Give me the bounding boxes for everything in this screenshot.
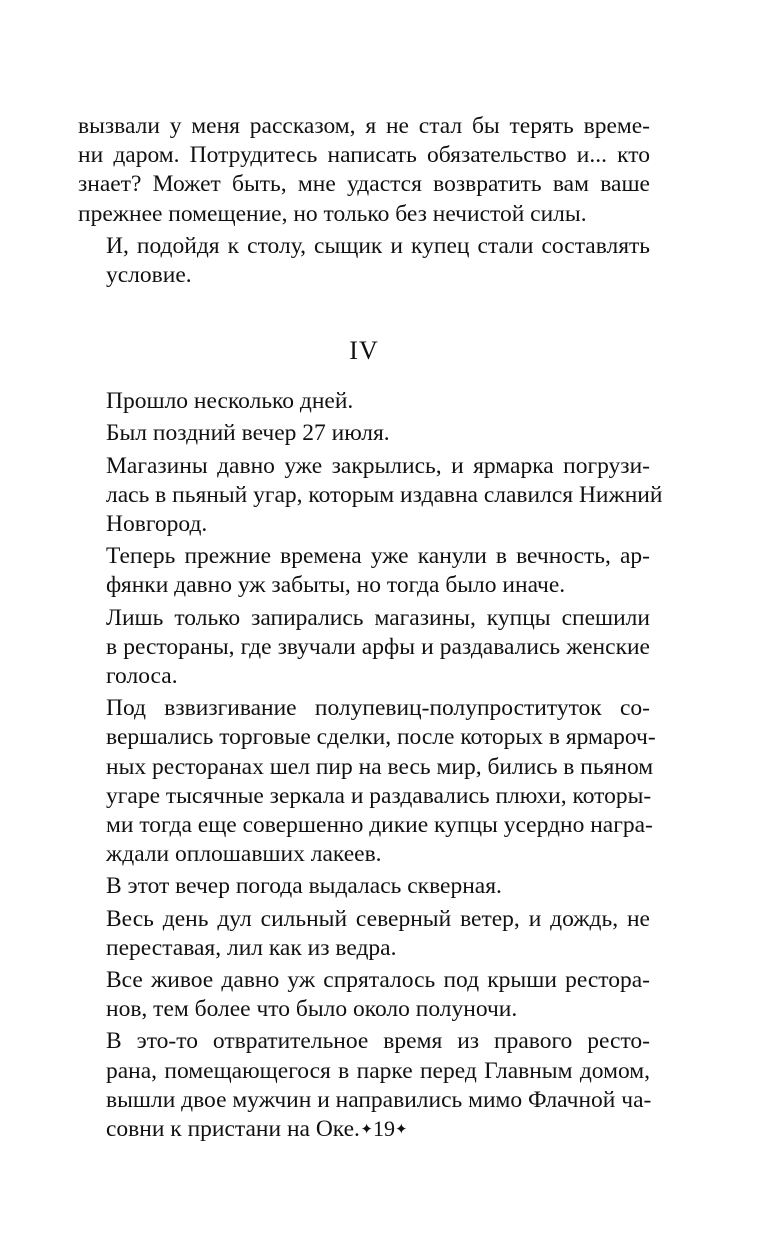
paragraph: [78, 604, 650, 692]
ornament-left-icon: ✦: [360, 1122, 373, 1138]
text-before-chapter: [78, 112, 650, 290]
text-line: вершались торговые сделки, после которых в ярмароч-: [106, 724, 656, 751]
paragraph: [78, 966, 650, 1024]
text-line: Был поздний вечер 27 июля.: [106, 420, 390, 447]
text-line: Новгород.: [106, 511, 208, 538]
paragraph: [78, 452, 663, 540]
paragraph: [78, 872, 650, 901]
paragraph: [78, 387, 650, 416]
text-line: ных ресторанах шел пир на весь мир, бились в пьяном: [106, 753, 654, 780]
page-number: 19: [373, 1116, 395, 1141]
text-line: знает? Может быть, мне удастся возвратить вам ваше: [78, 171, 650, 198]
text-line: голоса.: [106, 663, 178, 690]
text-line: Лишь только запирались магазины, купцы спешили: [106, 604, 650, 631]
text-line: переставая, лил как из ведра.: [106, 934, 397, 961]
text-line: ми тогда еще совершенно дикие купцы усердно награ-: [106, 812, 653, 839]
ornament-right-icon: ✦: [395, 1122, 408, 1138]
text-line: вышли двое мужчин и направились мимо Флачной ча-: [106, 1086, 652, 1113]
text-line: В это-то отвратительное время из правого ресто-: [106, 1028, 650, 1055]
text-line: ждали оплошавших лакеев.: [106, 841, 382, 868]
paragraph: [78, 419, 650, 448]
text-line: условие.: [106, 262, 192, 289]
paragraph: [78, 905, 650, 963]
chapter-heading: IV: [349, 336, 379, 366]
text-line: рана, помещающегося в парке перед Главным домом,: [106, 1057, 650, 1084]
chapter-body: [78, 387, 663, 1144]
text-line: Прошло несколько дней.: [106, 388, 354, 415]
text-line: В этот вечер погода выдалась скверная.: [106, 873, 502, 900]
text-line: лась в пьяный угар, которым издавна славился Нижний: [106, 481, 663, 508]
text-line: угаре тысячные зеркала и раздавались плюхи, которы-: [106, 782, 652, 809]
paragraph: [78, 542, 650, 600]
text-line: Весь день дул сильный северный ветер, и дождь, не: [106, 905, 650, 932]
text-line: нов, тем более что было около полуночи.: [106, 996, 518, 1023]
text-line: совни к пристани на Оке.: [106, 1116, 360, 1143]
text-line: вызвали у меня рассказом, я не стал бы терять време-: [78, 113, 650, 139]
paragraph: [78, 232, 650, 290]
text-line: Под взвизгивание полупевиц-полупроституток со-: [106, 695, 650, 722]
paragraph: [78, 694, 656, 869]
book-page: [78, 112, 663, 1147]
text-line: Все живое давно уж спряталось под крыши рестора-: [106, 967, 650, 994]
paragraph: [78, 112, 650, 229]
text-line: прежнее помещение, но только без нечистой силы.: [78, 200, 587, 227]
text-line: И, подойдя к столу, сыщик и купец стали составлять: [106, 232, 650, 259]
text-line: Магазины давно уже закрылись, и ярмарка погрузи-: [106, 452, 650, 479]
text-line: Теперь прежние времена уже канули в вечность, ар-: [106, 543, 650, 570]
text-line: в рестораны, где звучали арфы и раздавались женские: [106, 633, 650, 660]
text-line: фянки давно уж забыты, но тогда было иначе.: [106, 572, 566, 599]
page-footer: [0, 1116, 768, 1143]
text-line: ни даром. Потрудитесь написать обязательство и... кто: [78, 142, 650, 169]
